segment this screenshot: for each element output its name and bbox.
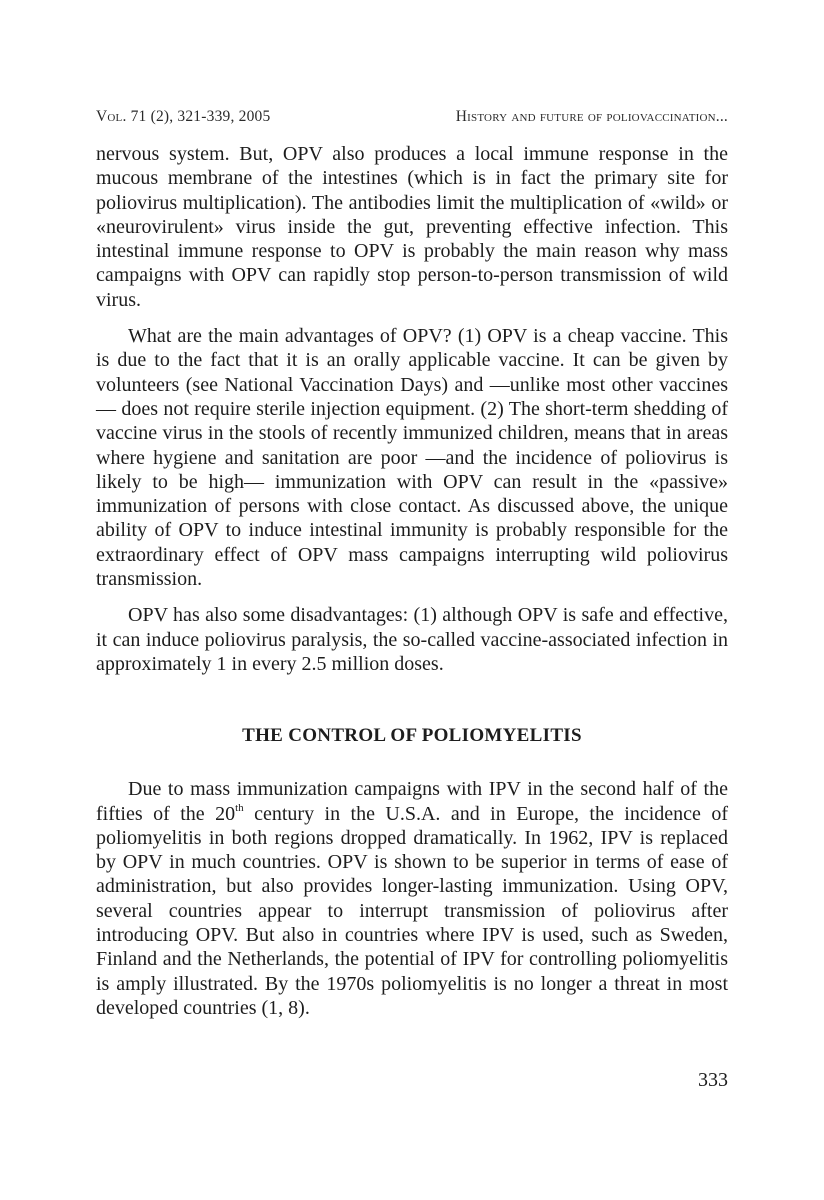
running-header [96,108,728,126]
paragraph-continuation: nervous system. But, OPV also produces a local immune response in the mucous membrane of the intestines (which is in fact the primary site for poliovirus multiplication). The antibodies limit the multiplication of «wild» or «neurovirulent» virus inside the gut, preventing effective infection. This intestinal immune response to OPV is probably the main reason why mass campaigns with OPV can rapidly stop person-to-person transmission of wild virus. [96,143,728,311]
article-short-title: History and future of poliovaccination... [455,108,728,125]
document-page [96,108,728,1020]
paragraph-opv-disadvantages: OPV has also some disadvantages: (1) although OPV is safe and effective, it can induce poliovirus paralysis, the so-called vaccine-associated infection in approximately 1 in every 2.5 million doses. [96,604,728,675]
paragraph-control-of-polio [96,777,728,1020]
paragraph-text-start: Due to mass immunization campaigns with IPV in the second half of the fifties of the 20 [96,778,728,825]
page-number: 333 [698,1069,728,1091]
section-heading: THE CONTROL OF POLIOMYELITIS [242,725,582,747]
ordinal-superscript: th [235,801,244,814]
journal-citation: Vol. 71 (2), 321-339, 2005 [96,108,271,125]
paragraph-text-end: century in the U.S.A. and in Europe, the incidence of poliomyelitis in both regions dropped dramatically. In 1962, IPV is replaced by OPV in much countries. OPV is shown to be superior in terms of ease of administration, but also provides longer-lasting immunization. Using OPV, several countries appear to interrupt transmission of poliovirus after introducing OPV. But also in countries where IPV is used, such as Sweden, Finland and the Netherlands, the potential of IPV for controlling poliomyelitis is amply illustrated. By the 1970s poliomyelitis is no longer a threat in most developed countries (1, 8). [96,802,729,1019]
paragraph-opv-advantages: What are the main advantages of OPV? (1) OPV is a cheap vaccine. This is due to the fact that it is an orally applicable vaccine. It can be given by volunteers (see National Vaccination Days) and —unlike most other vaccines— does not require sterile injection equipment. (2) The short-term shedding of vaccine virus in the stools of recently immunized children, means that in areas where hygiene and sanitation are poor —and the incidence of poliovirus is likely to be high— immunization with OPV can result in the «passive» immunization of persons with close contact. As discussed above, the unique ability of OPV to induce intestinal immunity is probably responsible for the extraordinary effect of OPV mass campaigns interrupting wild poliovirus transmission. [96,325,728,591]
body-text [96,142,728,1020]
